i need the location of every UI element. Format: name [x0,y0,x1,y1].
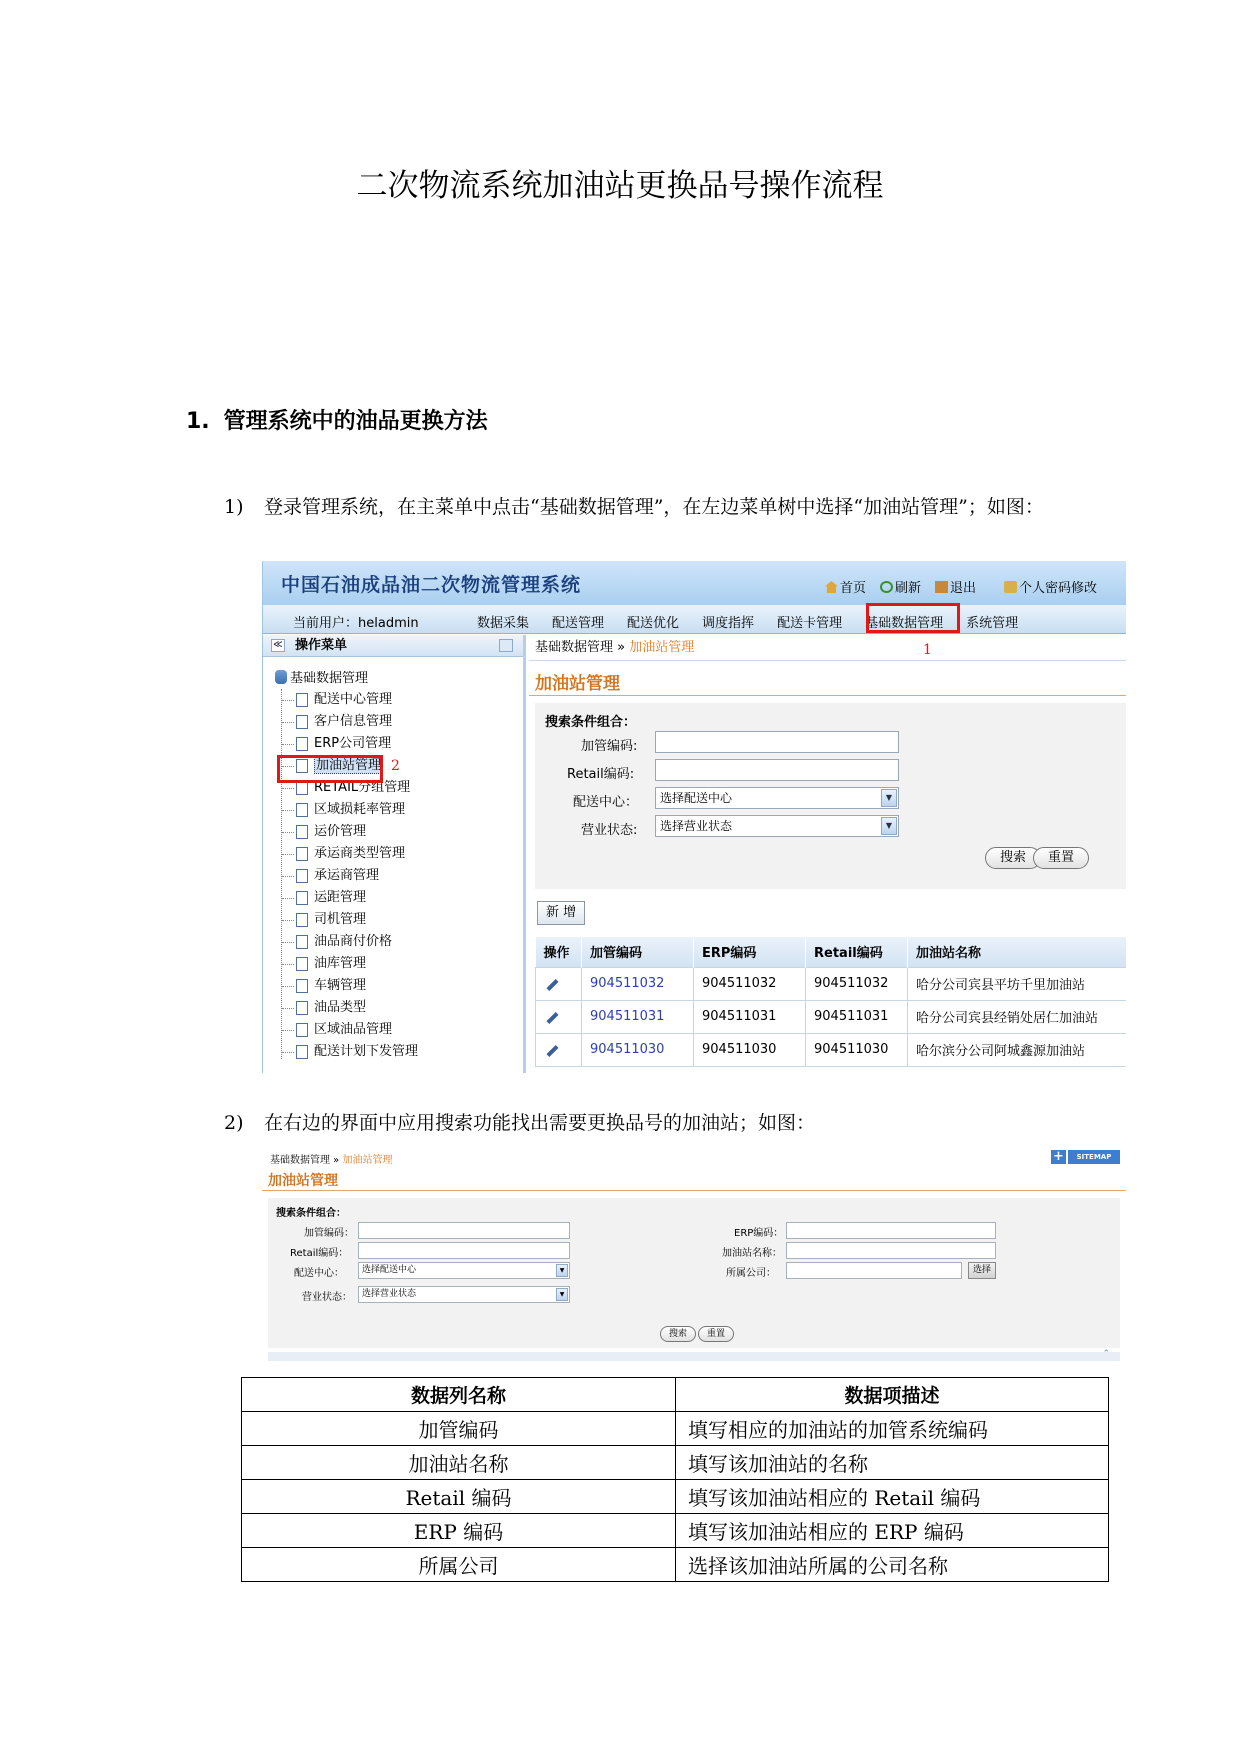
field-label: 营业状态： [302,1292,352,1303]
reset-button[interactable]: 重置 [1033,847,1089,869]
retail-cell: 904511030 [806,1033,908,1066]
erp-cell: 904511030 [694,1033,806,1066]
tree-item[interactable]: 运价管理 [282,821,418,843]
column-name-cell: 加油站名称 [242,1446,676,1480]
document-icon [296,781,308,795]
code-link[interactable]: 904511031 [582,1000,694,1033]
nav-item-dispatch[interactable]: 调度指挥 [702,616,755,631]
change-password-link[interactable]: 个人密码修改 [1004,577,1097,596]
breadcrumb-current: 加油站管理 [342,1155,393,1166]
search-button[interactable]: 搜索 [660,1326,696,1342]
field-label: 加油站名称： [722,1248,782,1259]
tree-item[interactable]: 配送计划下发管理 [282,1041,418,1063]
code-link[interactable]: 904511030 [582,1033,694,1066]
screenshot-1 [262,561,1126,1073]
company-input[interactable] [786,1262,962,1279]
collapse-icon[interactable]: ≪ [271,639,285,652]
description-cell: 填写该加油站的名称 [676,1446,1109,1480]
collapse-up-icon[interactable]: ⌃ [1102,1349,1110,1359]
breadcrumb-root[interactable]: 基础数据管理 [535,640,614,655]
home-icon [825,581,838,593]
tree-item[interactable]: 承运商管理 [282,865,418,887]
step-1-number: 1) [224,496,244,518]
breadcrumb-current: 加油站管理 [629,640,695,655]
plus-icon[interactable]: + [1051,1150,1066,1164]
app-title: 中国石油成品油二次物流管理系统 [281,574,582,596]
description-cell: 填写该加油站相应的 ERP 编码 [676,1514,1109,1548]
field-label: Retail编码： [290,1248,349,1259]
current-user: 当前用户：heladmin [293,616,419,631]
table-header-row [242,1378,1109,1412]
panel-footer [268,1352,1120,1361]
name-cell: 哈尔滨分公司阿城鑫源加油站 [908,1033,1127,1066]
chevron-down-icon: ▼ [881,789,897,807]
column-header: 加油站名称 [908,937,1127,967]
section-number: 1. [186,409,210,434]
screenshot-2 [262,1146,1126,1361]
delivery-center-select[interactable]: 选择配送中心 ▼ [358,1262,570,1279]
description-cell: 填写该加油站相应的 Retail 编码 [676,1480,1109,1514]
tree-item[interactable]: 油库管理 [282,953,418,975]
tree-item[interactable]: 油品商付价格 [282,931,418,953]
business-status-select[interactable]: 选择营业状态 ▼ [655,815,899,837]
pencil-icon [546,1045,558,1057]
exit-icon [935,581,948,593]
table-row [242,1514,1109,1548]
delivery-center-select[interactable]: 选择配送中心 ▼ [655,787,899,809]
document-icon [296,1001,308,1015]
pipe-code-input[interactable] [358,1222,570,1239]
tree-root[interactable]: 基础数据管理 [275,667,368,686]
tree-item[interactable]: 区域损耗率管理 [282,799,418,821]
retail-code-input[interactable] [655,759,899,781]
step-2-number: 2) [224,1112,244,1134]
document-icon [296,803,308,817]
station-table [535,937,1126,1067]
highlight-box-1 [866,603,960,633]
pin-icon[interactable] [499,639,513,652]
reset-button[interactable]: 重置 [698,1326,734,1342]
table-row [536,967,1127,1000]
column-header: ERP编码 [694,937,806,967]
description-cell: 选择该加油站所属的公司名称 [676,1548,1109,1582]
step-2-text: 在右边的界面中应用搜索功能找出需要更换品号的加油站；如图： [264,1112,816,1134]
field-label: 加管编码： [304,1228,354,1239]
station-name-input[interactable] [786,1242,996,1259]
erp-cell: 904511032 [694,967,806,1000]
search-panel [268,1198,1120,1348]
document-icon [296,979,308,993]
retail-code-input[interactable] [358,1242,570,1259]
search-panel [535,703,1126,889]
tree-item[interactable]: 油品类型 [282,997,418,1019]
nav-item-system[interactable]: 系统管理 [966,616,1019,631]
field-label: 所属公司： [726,1268,776,1279]
document-icon [296,737,308,751]
tree-list [281,689,418,1059]
field-label: 配送中心： [294,1268,344,1279]
data-description-table [241,1377,1109,1582]
step-2 [224,1107,815,1139]
column-header: Retail编码 [806,937,908,967]
title-divider [529,695,1126,696]
logout-link[interactable]: 退出 [935,577,976,596]
field-label: Retail编码: [567,767,635,782]
refresh-icon [880,581,893,593]
breadcrumb-root[interactable]: 基础数据管理 [270,1155,330,1166]
document-icon [296,825,308,839]
column-header: 操作 [536,937,582,967]
business-status-select[interactable]: 选择营业状态 ▼ [358,1286,570,1303]
field-label: 配送中心： [573,795,639,810]
left-menu-title: 操作菜单 [295,638,348,653]
step-1-text: 登录管理系统，在主菜单中点击“基础数据管理”，在左边菜单树中选择“加油站管理”；如图： [264,496,1044,518]
tree-item-station-management[interactable]: 加油站管理 [282,755,418,777]
tree-item[interactable]: RETAIL分组管理 [282,777,418,799]
retail-cell: 904511031 [806,1000,908,1033]
home-link[interactable]: 首页 [825,577,866,596]
edit-cell[interactable] [536,1033,582,1066]
search-caption: 搜索条件组合： [276,1208,346,1219]
nav-item-data-collection[interactable]: 数据采集 [477,616,530,631]
code-link[interactable]: 904511032 [582,967,694,1000]
sitemap-button[interactable]: SITEMAP [1068,1150,1120,1164]
tree-item[interactable]: 客户信息管理 [282,711,418,733]
table-row [536,1000,1127,1033]
page-title: 加油站管理 [535,674,620,694]
document-title: 二次物流系统加油站更换品号操作流程 [356,168,884,204]
column-header: 数据列名称 [242,1378,676,1412]
column-header: 数据项描述 [676,1378,1109,1412]
page-title: 加油站管理 [268,1173,338,1189]
nav-item-delivery-card[interactable]: 配送卡管理 [777,616,843,631]
field-label: 加管编码: [581,739,638,754]
column-name-cell: 所属公司 [242,1548,676,1582]
document-icon [296,847,308,861]
section-heading [186,404,488,435]
nav-item-optimization[interactable]: 配送优化 [627,616,680,631]
top-links [825,577,1097,596]
column-name-cell: 加管编码 [242,1412,676,1446]
column-name-cell: Retail 编码 [242,1480,676,1514]
document-icon [296,869,308,883]
tree-item[interactable]: 区域油品管理 [282,1019,418,1041]
tree-item[interactable]: ERP公司管理 [282,733,418,755]
tree-item[interactable]: 配送中心管理 [282,689,418,711]
tree-item[interactable]: 司机管理 [282,909,418,931]
field-label: ERP编码： [734,1228,784,1239]
app-header [263,561,1126,605]
erp-cell: 904511031 [694,1000,806,1033]
table-row [242,1480,1109,1514]
breadcrumb: 基础数据管理 » 加油站管理 [529,635,1126,661]
edit-cell[interactable] [536,1000,582,1033]
document-icon [296,935,308,949]
pencil-icon [546,1012,558,1024]
table-row [242,1446,1109,1480]
step-1 [224,491,1064,523]
left-menu-header [263,635,523,657]
document-icon [296,913,308,927]
add-button[interactable]: 新 增 [537,901,585,925]
tree-item[interactable]: 承运商类型管理 [282,843,418,865]
table-header-row [536,937,1127,967]
tree-item[interactable]: 运距管理 [282,887,418,909]
document-icon [296,715,308,729]
annotation-1: 1 [923,642,932,658]
tree-item[interactable]: 车辆管理 [282,975,418,997]
pencil-icon [546,979,558,991]
retail-cell: 904511032 [806,967,908,1000]
edit-cell[interactable] [536,967,582,1000]
column-header: 加管编码 [582,937,694,967]
document-icon [296,693,308,707]
refresh-link[interactable]: 刷新 [880,577,921,596]
chevron-down-icon: ▼ [881,817,897,835]
document-icon [296,957,308,971]
section-title: 管理系统中的油品更换方法 [223,409,488,434]
breadcrumb: 基础数据管理 » 加油站管理 [270,1155,393,1166]
left-menu [263,635,526,1073]
document-icon [296,891,308,905]
nav-item-delivery[interactable]: 配送管理 [552,616,605,631]
search-caption: 搜索条件组合： [545,715,637,730]
title-divider [262,1190,1126,1191]
highlight-box-2 [277,755,383,783]
field-label: 营业状态: [581,823,638,838]
annotation-2: 2 [391,758,400,774]
erp-code-input[interactable] [786,1222,996,1239]
name-cell: 哈分公司宾县经销处居仁加油站 [908,1000,1127,1033]
lock-icon [1004,581,1017,593]
pipe-code-input[interactable] [655,731,899,753]
nav-item-base-data[interactable]: 基础数据管理 [865,616,944,631]
description-cell: 填写相应的加油站的加管系统编码 [676,1412,1109,1446]
search-button[interactable]: 搜索 [985,847,1041,869]
table-row [536,1033,1127,1066]
table-row [242,1548,1109,1582]
document-icon [296,1023,308,1037]
name-cell: 哈分公司宾县平坊千里加油站 [908,967,1127,1000]
table-row [242,1412,1109,1446]
database-icon [275,670,287,684]
select-button[interactable]: 选择 [968,1262,996,1279]
main-nav [263,605,1126,634]
content-panel [529,635,1126,1073]
column-name-cell: ERP 编码 [242,1514,676,1548]
chevron-down-icon: ▼ [556,1288,568,1301]
document-icon [296,1045,308,1059]
chevron-down-icon: ▼ [556,1264,568,1277]
